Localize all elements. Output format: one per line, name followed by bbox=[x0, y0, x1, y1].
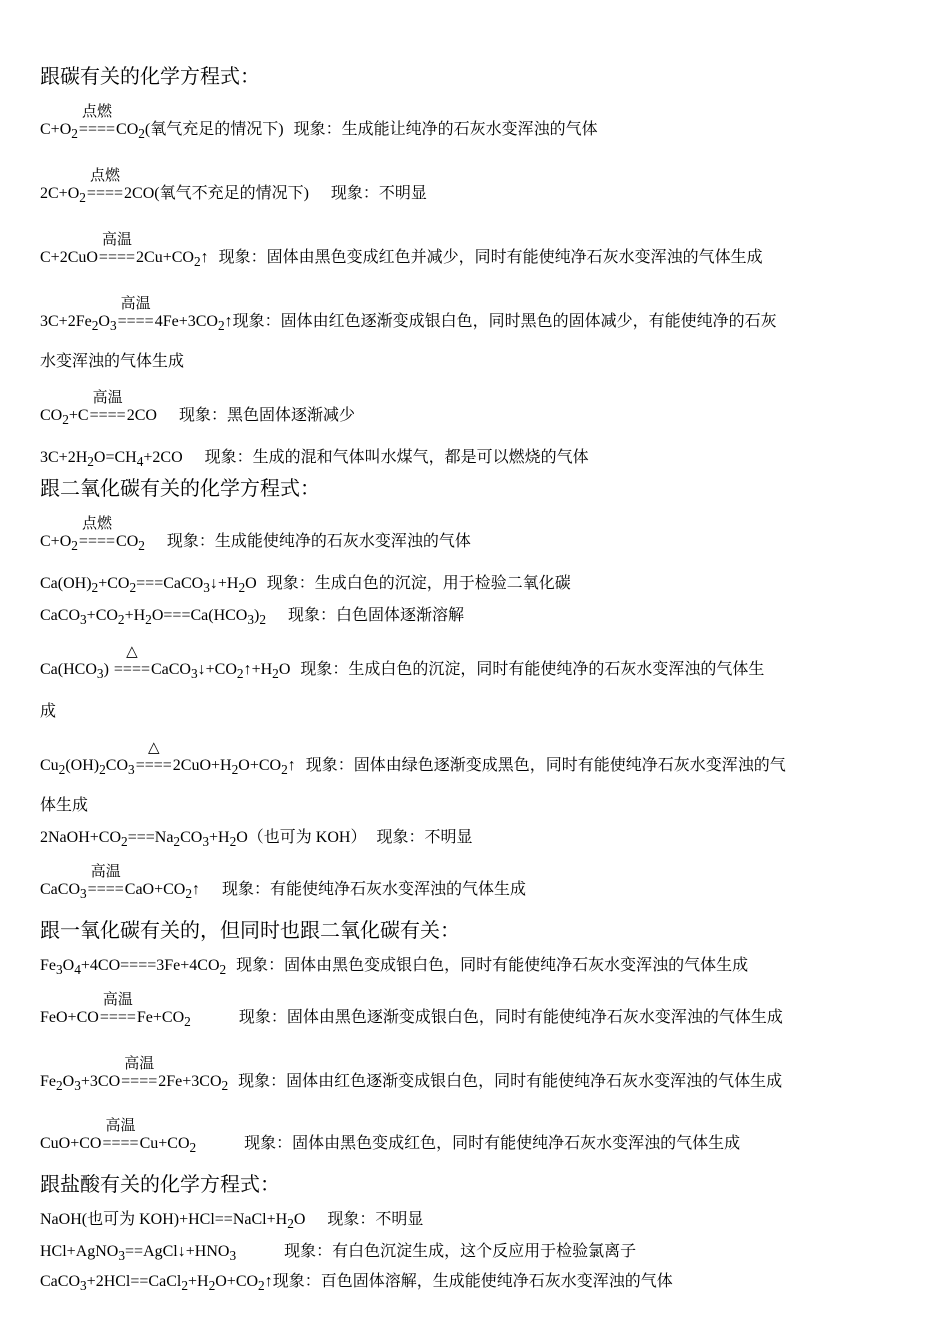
equation-reactants: $Fe_2O_3+3CO$ bbox=[40, 1073, 121, 1094]
chemical-equation bbox=[40, 740, 296, 780]
equation-reactants: $3C+2Fe_2O_3$ bbox=[40, 313, 117, 334]
equation-products: $Cu+CO_2$ bbox=[139, 1135, 197, 1156]
reaction-arrow: 高温 ==== bbox=[121, 1056, 158, 1090]
chemical-equation bbox=[40, 390, 157, 430]
observation-text: 现象：有白色沉淀生成，这个反应用于检验氯离子 bbox=[284, 1243, 637, 1260]
equation-line bbox=[40, 1056, 783, 1096]
chemical-equation bbox=[40, 956, 226, 980]
equation-line bbox=[40, 644, 765, 684]
section-heading-co: 跟一氧化碳有关的，但同时也跟二氧化碳有关： bbox=[40, 920, 460, 942]
observation-text: 现象：生成的混和气体叫水煤气，都是可以燃烧的气体 bbox=[204, 449, 589, 466]
observation-text: 现象：百色固体溶解，生成能使纯净石灰水变浑浊的气体 bbox=[272, 1273, 673, 1290]
chemical-equation bbox=[40, 232, 209, 272]
equation-line bbox=[40, 516, 471, 556]
reaction-arrow: 高温 ==== bbox=[102, 1118, 139, 1152]
reaction-arrow: △ ==== bbox=[113, 644, 150, 678]
equation-line bbox=[40, 740, 786, 780]
equation-reactants: $3C+2H_2O=CH_4+2CO$ bbox=[40, 449, 183, 470]
equation-products: $CaO+CO_2↑$ bbox=[124, 881, 201, 902]
reaction-arrow: 点燃 ==== bbox=[78, 104, 116, 138]
equation-line bbox=[40, 168, 427, 208]
reaction-arrow: 高温 ==== bbox=[117, 296, 154, 330]
equation-reactants: CuO+CO bbox=[40, 1135, 102, 1152]
equation-line bbox=[40, 574, 571, 598]
equation-reactants: $CO_2+C$ bbox=[40, 407, 89, 428]
equation-reactants: $CaCO_3+2HCl==CaCl_2+H_2O+CO_2↑$ bbox=[40, 1273, 273, 1294]
equation-line bbox=[40, 828, 473, 852]
observation-text: 现象：生成白色的沉淀，同时有能使纯净的石灰水变浑浊的气体生 bbox=[300, 661, 765, 678]
chemical-equation bbox=[40, 828, 366, 852]
reaction-arrow: 高温 ==== bbox=[89, 390, 126, 424]
equation-line bbox=[40, 606, 464, 630]
reaction-arrow: 高温 ==== bbox=[99, 992, 136, 1026]
equation-reactants: C+2CuO bbox=[40, 249, 98, 266]
equation-products: $CO_2$ bbox=[116, 533, 145, 554]
equation-reactants: $Ca(HCO_3)$ bbox=[40, 661, 113, 682]
equation-reactants: $C+O_2$ bbox=[40, 533, 78, 554]
reaction-condition: 高温 bbox=[90, 864, 121, 880]
section-heading-co2: 跟二氧化碳有关的化学方程式： bbox=[40, 478, 320, 500]
observation-text: 现象：有能使纯净石灰水变浑浊的气体生成 bbox=[222, 881, 527, 898]
chemical-equation bbox=[40, 606, 266, 630]
observation-text: 现象：固体由黑色变成红色，同时有能使纯净石灰水变浑浊的气体生成 bbox=[244, 1135, 741, 1152]
equation-line bbox=[40, 1242, 636, 1266]
equation-line bbox=[40, 296, 777, 336]
equation-line bbox=[40, 1210, 423, 1234]
chemical-equation bbox=[40, 448, 183, 472]
chemical-equation bbox=[40, 1056, 229, 1096]
reaction-condition: △ bbox=[147, 740, 160, 756]
observation-continuation: 成 bbox=[40, 703, 57, 720]
reaction-condition: 点燃 bbox=[89, 168, 120, 184]
equation-line bbox=[40, 1272, 673, 1296]
equation-reactants: $2C+O_2$ bbox=[40, 185, 86, 206]
observation-text: 现象：生成能让纯净的石灰水变浑浊的气体 bbox=[293, 121, 598, 138]
equation-products: $2Cu+CO_2↑$ bbox=[136, 249, 209, 270]
reaction-condition: △ bbox=[126, 644, 138, 660]
reaction-arrow: 高温 ==== bbox=[98, 232, 136, 266]
chemical-equation bbox=[40, 168, 309, 208]
section-heading-carbon: 跟碳有关的化学方程式： bbox=[40, 66, 260, 88]
chemical-equation bbox=[40, 516, 145, 556]
equation-line bbox=[40, 864, 527, 904]
observation-text: 现象：固体由黑色变成红色并减少，同时有能使纯净石灰水变浑浊的气体生成 bbox=[218, 249, 763, 266]
observation-text: 现象：白色固体逐渐溶解 bbox=[288, 607, 465, 624]
observation-text: 现象：不明显 bbox=[376, 829, 473, 846]
observation-text: 现象：固体由黑色逐渐变成银白色，同时有能使纯净石灰水变浑浊的气体生成 bbox=[238, 1009, 783, 1026]
chemical-equation bbox=[40, 864, 201, 904]
equation-reactants: $2NaOH+CO_2===Na_2CO_3+H_2O$（也可为 KOH） bbox=[40, 829, 367, 850]
equation-reactants: $Cu_2(OH)_2CO_3$ bbox=[40, 757, 135, 778]
observation-text: 现象：不明显 bbox=[327, 1211, 424, 1228]
equation-line bbox=[40, 232, 763, 272]
reaction-arrow: △ ==== bbox=[135, 740, 172, 774]
equation-products: $CO_2$(氧气充足的情况下) bbox=[116, 121, 284, 142]
chemical-equation bbox=[40, 1210, 305, 1234]
reaction-condition: 高温 bbox=[92, 390, 123, 406]
equation-reactants: $C+O_2$ bbox=[40, 121, 78, 142]
reaction-condition: 高温 bbox=[124, 1056, 155, 1072]
reaction-condition: 点燃 bbox=[81, 104, 112, 120]
observation-text: 现象：生成能使纯净的石灰水变浑浊的气体 bbox=[166, 533, 471, 550]
section-heading-hcl: 跟盐酸有关的化学方程式： bbox=[40, 1174, 280, 1196]
equation-products: 2CO(氧气不充足的情况下) bbox=[124, 185, 309, 202]
observation-continuation: 体生成 bbox=[40, 797, 89, 814]
chemical-equation bbox=[40, 644, 291, 684]
equation-reactants: $Ca(OH)_2+CO_2===CaCO_3↓+H_2O$ bbox=[40, 575, 257, 596]
equation-products: $2Fe+3CO_2$ bbox=[158, 1073, 229, 1094]
equation-reactants: $Fe_3O_4+4CO====3Fe+4CO_2$ bbox=[40, 957, 227, 978]
chemical-equation bbox=[40, 1272, 273, 1296]
observation-continuation: 水变浑浊的气体生成 bbox=[40, 353, 185, 370]
equation-reactants: $CaCO_3+CO_2+H_2O===Ca(HCO_3)_2$ bbox=[40, 607, 267, 628]
equation-line bbox=[40, 448, 589, 472]
chemical-equation bbox=[40, 1242, 236, 1266]
observation-text: 现象：固体由绿色逐渐变成黑色，同时有能使纯净石灰水变浑浊的气 bbox=[305, 757, 786, 774]
reaction-arrow: 点燃 ==== bbox=[86, 168, 124, 202]
equation-line bbox=[40, 104, 598, 144]
reaction-condition: 高温 bbox=[102, 992, 133, 1008]
reaction-condition: 高温 bbox=[105, 1118, 136, 1134]
reaction-condition: 高温 bbox=[101, 232, 132, 248]
chemical-equation bbox=[40, 296, 233, 336]
observation-text: 现象：生成白色的沉淀，用于检验二氧化碳 bbox=[266, 575, 571, 592]
reaction-condition: 高温 bbox=[120, 296, 151, 312]
equation-products: $2CuO+H_2O+CO_2↑$ bbox=[172, 757, 296, 778]
equation-reactants: $HCl+AgNO_3==AgCl↓+HNO_3$ bbox=[40, 1243, 237, 1264]
observation-text: 现象：固体由红色逐渐变成银白色，同时有能使纯净石灰水变浑浊的气体生成 bbox=[238, 1073, 783, 1090]
equation-reactants: FeO+CO bbox=[40, 1009, 99, 1026]
observation-text: 现象：固体由黑色变成银白色，同时有能使纯净石灰水变浑浊的气体生成 bbox=[236, 957, 749, 974]
observation-text: 现象：黑色固体逐渐减少 bbox=[178, 407, 355, 424]
reaction-condition: 点燃 bbox=[81, 516, 112, 532]
equation-line bbox=[40, 1118, 741, 1158]
chemical-equation bbox=[40, 992, 191, 1032]
reaction-arrow: 点燃 ==== bbox=[78, 516, 116, 550]
equation-products: $CaCO_3↓+CO_2↑+H_2O$ bbox=[150, 661, 291, 682]
equation-line bbox=[40, 992, 783, 1032]
chemical-equation bbox=[40, 104, 284, 144]
chemical-equation bbox=[40, 1118, 197, 1158]
equation-products: 2CO bbox=[126, 407, 157, 424]
reaction-arrow: 高温 ==== bbox=[87, 864, 124, 898]
equation-reactants: CaCO$_3$ bbox=[40, 881, 87, 902]
equation-products: $Fe+CO_2$ bbox=[136, 1009, 191, 1030]
equation-line bbox=[40, 956, 748, 980]
equation-products: $4Fe+3CO_2↑$ bbox=[154, 313, 233, 334]
equation-reactants: NaOH(也可为 $KOH)+HCl==NaCl+H_2O$ bbox=[40, 1211, 306, 1232]
chemical-equation bbox=[40, 574, 257, 598]
equation-line bbox=[40, 390, 355, 430]
observation-text: 现象：固体由红色逐渐变成银白色，同时黑色的固体减少，有能使纯净的石灰 bbox=[232, 313, 777, 330]
observation-text: 现象：不明显 bbox=[330, 185, 427, 202]
